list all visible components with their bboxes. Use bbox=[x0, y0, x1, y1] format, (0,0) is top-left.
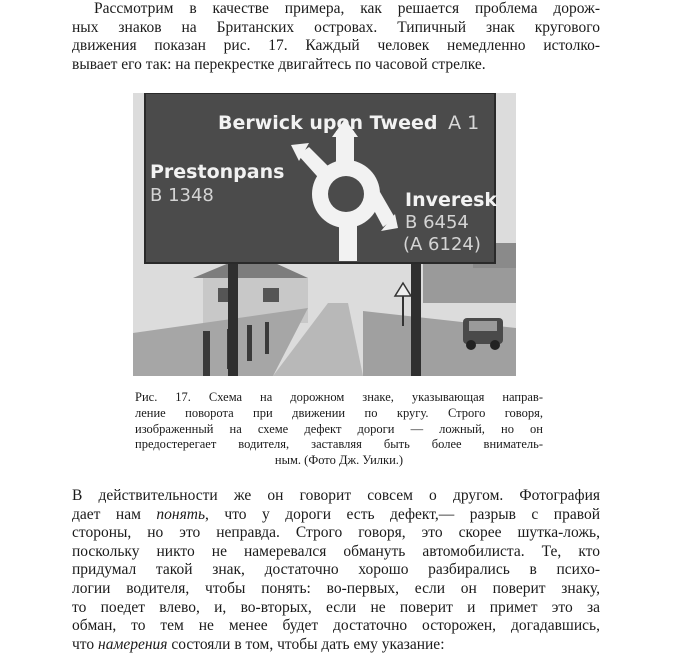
sign-west-destination: Prestonpans bbox=[150, 161, 285, 183]
text-line: Рассмотрим в качестве примера, как решается проблема дорож- bbox=[94, 0, 600, 17]
text-fragment: , что у дороги есть дефект,— разрыв с правой bbox=[205, 505, 600, 523]
top-paragraph bbox=[72, 0, 600, 74]
text-fragment: что bbox=[72, 635, 98, 653]
text-line: обман, то тем не менее будет достаточно осторожен, догадавшись, bbox=[72, 617, 600, 635]
sign-east-road: B 6454 bbox=[405, 212, 469, 233]
text-line: В действительности же он говорит совсем о другом. Фотография bbox=[72, 487, 600, 504]
road-sign-photo bbox=[133, 93, 516, 376]
bottom-paragraph bbox=[72, 487, 600, 654]
caption-line: изображенный на схеме дефект дороги — ложный, но он bbox=[135, 421, 543, 436]
italic-word: понять bbox=[156, 505, 206, 523]
text-line: логии водителя, чтобы понять: во-первых, если он поверит знаку, bbox=[72, 579, 600, 597]
road-sign-illustration bbox=[133, 93, 516, 376]
figure-caption bbox=[135, 390, 543, 469]
sign-north-destination: Berwick upon Tweed bbox=[218, 112, 438, 134]
text-line: движения показан рис. 17. Каждый человек немедленно истолко- bbox=[72, 37, 600, 55]
caption-line: ным. (Фото Дж. Уилки.) bbox=[274, 453, 404, 468]
caption-line: Рис. 17. Схема на дорожном знаке, указывающая направ- bbox=[135, 390, 543, 404]
sign-west-road: B 1348 bbox=[150, 185, 214, 206]
sign-east-destination: Inveresk bbox=[405, 189, 498, 211]
italic-word: намерения bbox=[98, 635, 168, 653]
caption-line: ление поворота при движении по кругу. Строго говоря, bbox=[135, 405, 543, 420]
svg-text:Berwick upon Tweed A 1 bbox=[218, 112, 479, 134]
sign-north-road: A 1 bbox=[448, 112, 480, 134]
text-line: поскольку никто не намеревался обмануть автомобилиста. Те, кто bbox=[72, 542, 600, 560]
text-line: то поедет влево, и, во-вторых, если не поверит и примет это за bbox=[72, 598, 600, 616]
caption-line: предостерегает водителя, заставляя быть более вниматель- bbox=[135, 437, 543, 452]
text-line: стороны, но это неправда. Строго говоря, это скорее шутка-ложь, bbox=[72, 524, 600, 542]
sign-east-road-alt: (A 6124) bbox=[403, 234, 481, 255]
text-line: ных знаков на Британских островах. Типичный знак кругового bbox=[72, 18, 600, 36]
text-line: придумал такой знак, достаточно хорошо разбирались в психо- bbox=[72, 561, 600, 579]
text-fragment: состояли в том, чтобы дать ему указание: bbox=[167, 635, 445, 653]
text-line bbox=[72, 636, 600, 654]
text-line bbox=[72, 506, 600, 525]
text-fragment: дает нам bbox=[72, 505, 157, 523]
text-line: вывает его так: на перекрестке двигайтесь по часовой стрелке. bbox=[72, 55, 486, 73]
